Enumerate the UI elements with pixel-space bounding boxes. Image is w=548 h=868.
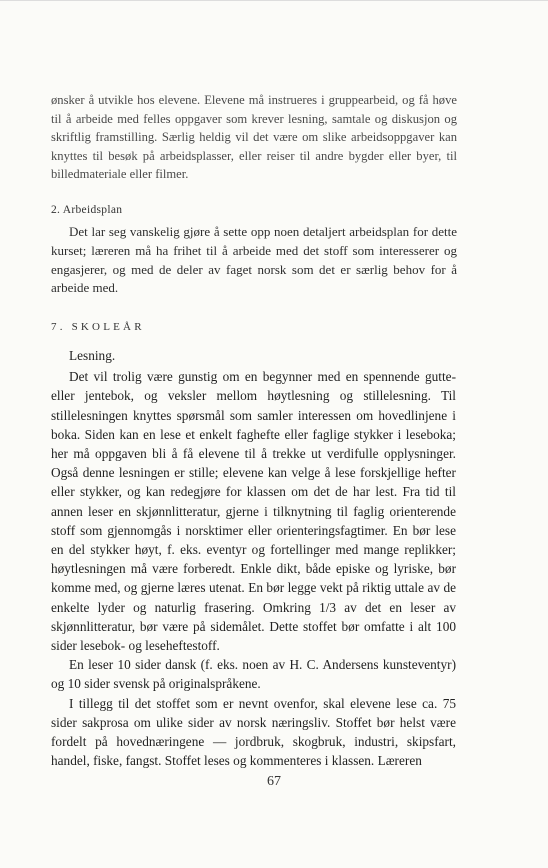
intro-paragraph: ønsker å utvikle hos elevene. Elevene må instrueres i gruppearbeid, og få høve til å arbeide med felles oppgaver som krever lesning, samtale og diskusjon og skriftlig framstilling. Særlig heldig vil det være om slike arbeidsoppgaver kan knyttes til besøk på arbeidsplasser, eller reiser til andre bygder eller byer, til billedmateriale eller filmer.	[51, 93, 457, 182]
section-7-body	[51, 346, 456, 770]
section-7-heading: 7. SKOLEÅR	[51, 321, 145, 333]
section-7-paragraph-3: I tillegg til det stoffet som er nevnt ovenfor, skal elevene lese ca. 75 sider sakprosa om ulike sider av norsk næringsliv. Stoffet bør helst være fordelt på hovednæringene — jordbruk, skogbruk, industri, skipsfart, handel, fiske, fangst. Stoffet leses og kommenteres i klassen. Læreren	[51, 695, 456, 769]
section-7-subheading: Lesning.	[69, 348, 116, 363]
section-7-paragraph-1: Det vil trolig være gunstig om en begynner med en spennende gutte- eller jentebok, og veksler mellom høytlesning og stillelesning. Til stillelesningen knyttes spørsmål som samler interessen om hovedlinjene i boka. Siden kan en lese et enkelt faghefte eller faglige stykker i leseboka; her må oppgaven bli å få elevene til å trekke ut verdifulle opplysninger. Også denne lesningen er stille; elevene kan velge å lese forskjellige hefter eller stykker, og kan redegjøre for klassen om det de har lest. Fra tid til annen leser en skjønnlitteratur, gjerne i tilknytning til faglig orienterende stoff som gjennomgås i norsktimer eller orienteringsfagtimer. En bør lese en del stykker høyt, f. eks. eventyr og fortellinger med mange replikker; høytlesningen må være forberedt. Enkle dikt, både episke og lyriske, bør komme med, og gjerne læres utenat. En bør legge vekt på riktig uttale av de enkelte lyder og naturlig frasering. Omkring 1/3 av det en leser av skjønnlitteratur, bør være på sidemålet. Dette stoffet bør omfatte i alt 100 sider lesebok- og leseheftestoff.	[51, 369, 456, 654]
section-7-paragraph-2: En leser 10 sider dansk (f. eks. noen av H. C. Andersens kunsteventyr) og 10 sider svensk på originalspråkene.	[51, 657, 456, 692]
section-2-heading: 2. Arbeidsplan	[51, 204, 123, 216]
section-2-body	[51, 223, 457, 298]
page-number: 67	[267, 774, 281, 789]
section-2-paragraph: Det lar seg vanskelig gjøre å sette opp noen detaljert arbeidsplan for dette kurset; læreren må ha frihet til å arbeide med det stoff som interesserer og engasjerer, og med de deler av faget norsk som det er særlig behov for å arbeide med.	[51, 224, 457, 296]
